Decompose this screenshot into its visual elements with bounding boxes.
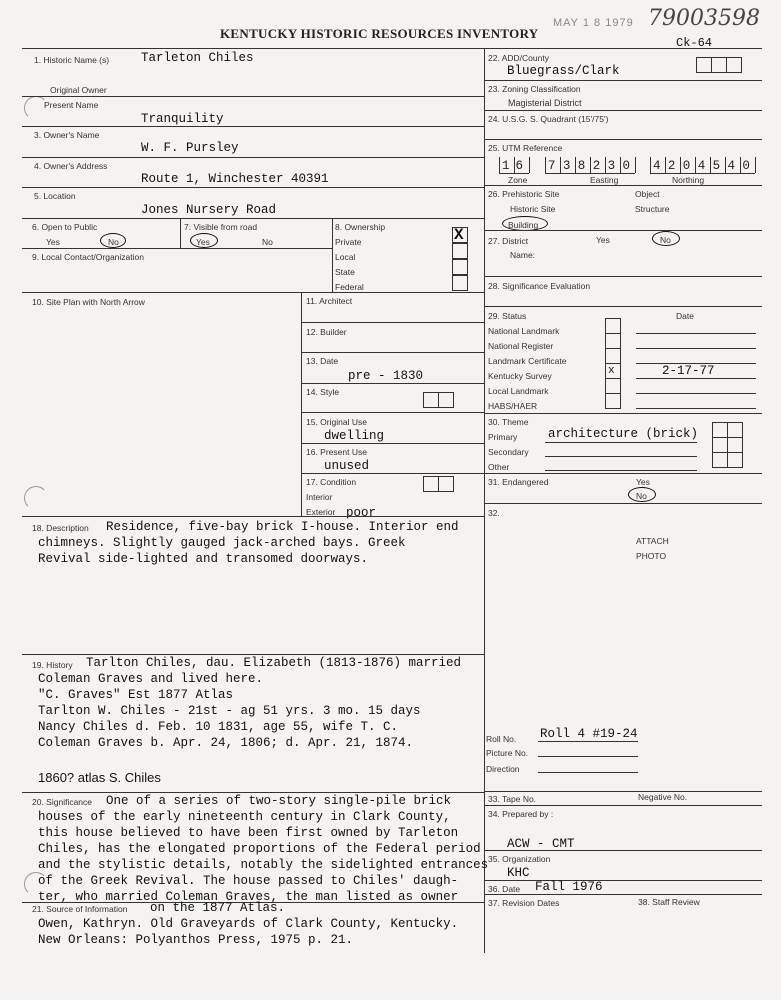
- utm-northing-label: Northing: [672, 175, 705, 185]
- status-date-header: Date: [676, 311, 694, 321]
- rule: [22, 157, 484, 158]
- status-row: Local Landmark: [488, 386, 549, 396]
- rule: [484, 413, 762, 414]
- architect-label: 11. Architect: [306, 296, 353, 306]
- theme-label: 30. Theme: [488, 417, 529, 427]
- condition-interior: Interior: [306, 492, 333, 502]
- significance-line: ter, who married Coleman Graves, the man listed as owner: [38, 890, 459, 904]
- visible-road-yes: Yes: [196, 237, 210, 247]
- present-use-value: unused: [324, 459, 370, 473]
- utm-zone-label: Zone: [508, 175, 528, 185]
- photo-section-label: 32.: [488, 508, 500, 518]
- utm-northing-digits: [653, 159, 757, 173]
- present-use-label: 16. Present Use: [306, 447, 367, 457]
- theme-box: [712, 452, 728, 468]
- status-checkbox: [605, 393, 621, 409]
- location-value: Jones Nursery Road: [141, 203, 277, 217]
- theme-other-label: Other: [488, 462, 510, 472]
- rule: [636, 393, 756, 394]
- rule: [545, 442, 697, 443]
- rule: [484, 805, 762, 806]
- description-line: chimneys. Slightly gauged jack-arched bays. Greek: [38, 536, 406, 550]
- significance-eval-label: 28. Significance Evaluation: [488, 281, 591, 291]
- rule: [650, 173, 755, 174]
- rule: [484, 139, 762, 140]
- ownership-state-checkbox: [452, 259, 468, 275]
- significance-line: One of a series of two-story single-pile brick: [106, 794, 452, 808]
- utm-cell: [529, 157, 530, 173]
- rule: [301, 352, 484, 353]
- location-label: 5. Location: [34, 191, 76, 201]
- status-checkbox: [605, 348, 621, 364]
- rule: [545, 173, 635, 174]
- description-line: Revival side-lighted and transomed doorways.: [38, 552, 369, 566]
- rule: [180, 218, 181, 248]
- utm-cell: [545, 157, 546, 173]
- organization-value: KHC: [507, 866, 530, 880]
- district-no: No: [660, 235, 671, 245]
- site-building-circle: [502, 216, 548, 231]
- rule: [484, 850, 762, 851]
- rule: [484, 185, 762, 186]
- county-box: [726, 57, 742, 73]
- rule: [484, 503, 762, 504]
- status-label: 29. Status: [488, 311, 527, 321]
- utm-easting-label: Easting: [590, 175, 619, 185]
- rule: [484, 276, 762, 277]
- rule: [22, 248, 332, 249]
- site-historic: Historic Site: [510, 204, 556, 214]
- source-line: Owen, Kathryn. Old Graveyards of Clark County, Kentucky.: [38, 917, 459, 931]
- utm-label: 25. UTM Reference: [488, 143, 563, 153]
- site-structure: Structure: [635, 204, 670, 214]
- rule: [22, 96, 484, 97]
- kentucky-survey-mark: x: [608, 365, 615, 377]
- rule: [538, 756, 638, 757]
- rule: [22, 792, 484, 793]
- site-building: Building: [508, 220, 539, 230]
- status-row: National Landmark: [488, 326, 560, 336]
- ownership-label: 8. Ownership: [335, 222, 386, 232]
- utm-easting-value: 738230: [548, 159, 638, 173]
- theme-secondary-label: Secondary: [488, 447, 529, 457]
- district-no-circle: [652, 231, 680, 246]
- rule: [484, 80, 762, 81]
- district-name-label: Name:: [510, 250, 536, 260]
- rule: [301, 412, 484, 413]
- rule: [332, 218, 333, 292]
- utm-cell: [650, 157, 651, 173]
- rule: [545, 456, 697, 457]
- present-name-label: Present Name: [44, 100, 99, 110]
- history-line: Coleman Graves and lived here.: [38, 672, 264, 686]
- condition-box: [423, 476, 439, 492]
- description-label: 18. Description: [32, 523, 89, 533]
- revision-dates-label: 37. Revision Dates: [488, 898, 560, 908]
- original-owner-label: Original Owner: [50, 85, 107, 95]
- significance-line: of the Greek Revival. The house passed to Chiles' daugh-: [38, 874, 459, 888]
- status-row: Landmark Certificate: [488, 356, 567, 366]
- historic-name-value: Tarleton Chiles: [141, 51, 254, 65]
- rule: [22, 126, 484, 127]
- rule: [484, 473, 762, 474]
- received-date-stamp: MAY 1 8 1979: [553, 17, 634, 29]
- open-public-no-circle: [100, 233, 126, 248]
- organization-label: 35. Organization: [488, 854, 551, 864]
- add-county-value: Bluegrass/Clark: [507, 64, 620, 78]
- kentucky-survey-date: 2-17-77: [662, 364, 715, 378]
- form-title: KENTUCKY HISTORIC RESOURCES INVENTORY: [220, 26, 539, 41]
- attach-label: ATTACH: [636, 536, 669, 546]
- significance-line: Chiles, has the elongated proportions of the Federal period: [38, 842, 481, 856]
- rule: [301, 292, 302, 516]
- prehistoric-label: 26. Prehistoric Site: [488, 189, 560, 199]
- theme-box: [712, 422, 728, 438]
- site-plan-label: 10. Site Plan with North Arrow: [32, 297, 145, 307]
- significance-label: 20. Significance: [32, 797, 93, 807]
- utm-cell: [499, 157, 500, 173]
- roll-label: Roll No.: [486, 734, 517, 744]
- visible-road-yes-circle: [190, 233, 218, 248]
- rule: [484, 230, 762, 231]
- rule: [301, 473, 484, 474]
- site-object: Object: [635, 189, 660, 199]
- history-line: Tarlton Chiles, dau. Elizabeth (1813-1876) married: [86, 656, 462, 670]
- add-county-label: 22. ADD/County: [488, 53, 549, 63]
- present-name-value: Tranquility: [141, 112, 224, 126]
- county-box: [711, 57, 727, 73]
- ownership-federal-checkbox: [452, 275, 468, 291]
- rule: [484, 306, 762, 307]
- history-line: Nancy Chiles d. Feb. 10 1831, age 55, wife T. C.: [38, 720, 399, 734]
- rule: [636, 408, 756, 409]
- rule: [484, 880, 762, 881]
- rule: [301, 443, 484, 444]
- tape-label: 33. Tape No.: [488, 794, 537, 804]
- zoning-label: 23. Zoning Classification: [488, 84, 581, 94]
- rule: [484, 894, 762, 895]
- description-line: Residence, five-bay brick I-house. Interior end: [106, 520, 459, 534]
- rule: [22, 218, 484, 219]
- significance-line: houses of the early nineteenth century in Clark County,: [38, 810, 451, 824]
- rule: [484, 110, 762, 111]
- original-use-label: 15. Original Use: [306, 417, 367, 427]
- theme-box: [727, 452, 743, 468]
- status-row: HABS/HAER: [488, 401, 538, 411]
- site-code: Ck-64: [676, 36, 713, 50]
- top-rule: [22, 48, 762, 49]
- owner-address-label: 4. Owner's Address: [34, 161, 108, 171]
- visible-road-label: 7. Visible from road: [184, 222, 258, 232]
- theme-primary-label: Primary: [488, 432, 518, 442]
- date-prepared-value: Fall 1976: [535, 880, 603, 894]
- status-checkbox: [605, 378, 621, 394]
- significance-line: this house believed to have been first owned by Tarleton: [38, 826, 459, 840]
- style-box: [438, 392, 454, 408]
- rule: [301, 322, 484, 323]
- rule: [636, 333, 756, 334]
- ownership-local-checkbox: [452, 243, 468, 259]
- status-checkbox: [605, 333, 621, 349]
- local-contact-label: 9. Local Contact/Organization: [32, 252, 144, 262]
- ownership-state: State: [335, 267, 355, 277]
- utm-zone-digits: [502, 159, 529, 173]
- condition-value: poor: [346, 506, 377, 520]
- status-row: Kentucky Survey: [488, 371, 552, 381]
- theme-box: [727, 437, 743, 453]
- open-public-no: No: [108, 237, 119, 247]
- ownership-private: Private: [335, 237, 362, 247]
- quadrant-label: 24. U.S.G. S. Quadrant (15'/75'): [488, 114, 609, 124]
- prepared-by-value: ACW - CMT: [507, 837, 575, 851]
- source-label: 21. Source of Information: [32, 904, 128, 914]
- style-box: [423, 392, 439, 408]
- open-public-yes: Yes: [46, 237, 60, 247]
- historic-name-label: 1. Historic Name (s): [34, 55, 110, 65]
- rule: [22, 516, 484, 517]
- rule: [301, 383, 484, 384]
- owner-address-value: Route 1, Winchester 40391: [141, 172, 329, 186]
- center-divider: [484, 48, 485, 953]
- ownership-federal: Federal: [335, 282, 364, 292]
- rule: [636, 348, 756, 349]
- negative-label: Negative No.: [638, 792, 688, 802]
- prepared-by-label: 34. Prepared by :: [488, 809, 554, 819]
- utm-zone-value: 16: [502, 159, 530, 173]
- endangered-no-circle: [628, 487, 656, 502]
- utm-northing-value: 4204540: [653, 159, 758, 173]
- ownership-private-mark: X: [454, 226, 464, 244]
- rule: [636, 378, 756, 379]
- original-use-value: dwelling: [324, 429, 385, 443]
- style-label: 14. Style: [306, 387, 340, 397]
- endangered-yes: Yes: [636, 477, 650, 487]
- date-label: 13. Date: [306, 356, 339, 366]
- history-line: Coleman Graves b. Apr. 24, 1806; d. Apr. 21, 1874.: [38, 736, 414, 750]
- status-row: National Register: [488, 341, 554, 351]
- condition-exterior: Exterior: [306, 507, 336, 517]
- roll-value: Roll 4 #19-24: [540, 727, 638, 741]
- ownership-local: Local: [335, 252, 356, 262]
- zoning-value: Magisterial District: [508, 98, 582, 108]
- owner-name-label: 3. Owner's Name: [34, 130, 100, 140]
- punch-hole: [24, 486, 48, 510]
- rule: [484, 791, 762, 792]
- utm-easting-digits: [548, 159, 637, 173]
- staff-review-label: 38. Staff Review: [638, 897, 700, 907]
- date-value: pre - 1830: [348, 369, 424, 383]
- theme-box: [712, 437, 728, 453]
- rule: [545, 470, 697, 471]
- condition-label: 17. Condition: [306, 477, 357, 487]
- rule: [22, 292, 484, 293]
- visible-road-no: No: [262, 237, 273, 247]
- district-yes: Yes: [596, 235, 610, 245]
- history-handwritten-note: 1860? atlas S. Chiles: [38, 770, 161, 785]
- direction-label: Direction: [486, 764, 520, 774]
- handwritten-number: 79003598: [648, 6, 760, 31]
- open-public-label: 6. Open to Public: [32, 222, 98, 232]
- rule: [538, 741, 638, 742]
- rule: [22, 187, 484, 188]
- date-prepared-label: 36. Date: [488, 884, 521, 894]
- significance-line: and the stylistic details, notably the sidelighted entrances: [38, 858, 489, 872]
- history-line: "C. Graves" Est 1877 Atlas: [38, 688, 234, 702]
- endangered-label: 31. Endangered: [488, 477, 549, 487]
- theme-primary-value: architecture (brick): [548, 427, 699, 441]
- theme-box: [727, 422, 743, 438]
- picture-label: Picture No.: [486, 748, 529, 758]
- condition-box: [438, 476, 454, 492]
- builder-label: 12. Builder: [306, 327, 347, 337]
- history-line: Tarlton W. Chiles - 21st - ag 51 yrs. 3 mo. 15 days: [38, 704, 421, 718]
- source-line: New Orleans: Polyanthos Press, 1975 p. 21.: [38, 933, 354, 947]
- history-label: 19. History: [32, 660, 73, 670]
- district-label: 27. District: [488, 236, 529, 246]
- rule: [499, 173, 529, 174]
- rule: [22, 654, 484, 655]
- rule: [538, 772, 638, 773]
- county-box: [696, 57, 712, 73]
- significance-line: on the 1877 Atlas.: [150, 901, 286, 915]
- owner-name-value: W. F. Pursley: [141, 141, 239, 155]
- status-checkbox: [605, 318, 621, 334]
- photo-label: PHOTO: [636, 551, 667, 561]
- endangered-no: No: [636, 491, 647, 501]
